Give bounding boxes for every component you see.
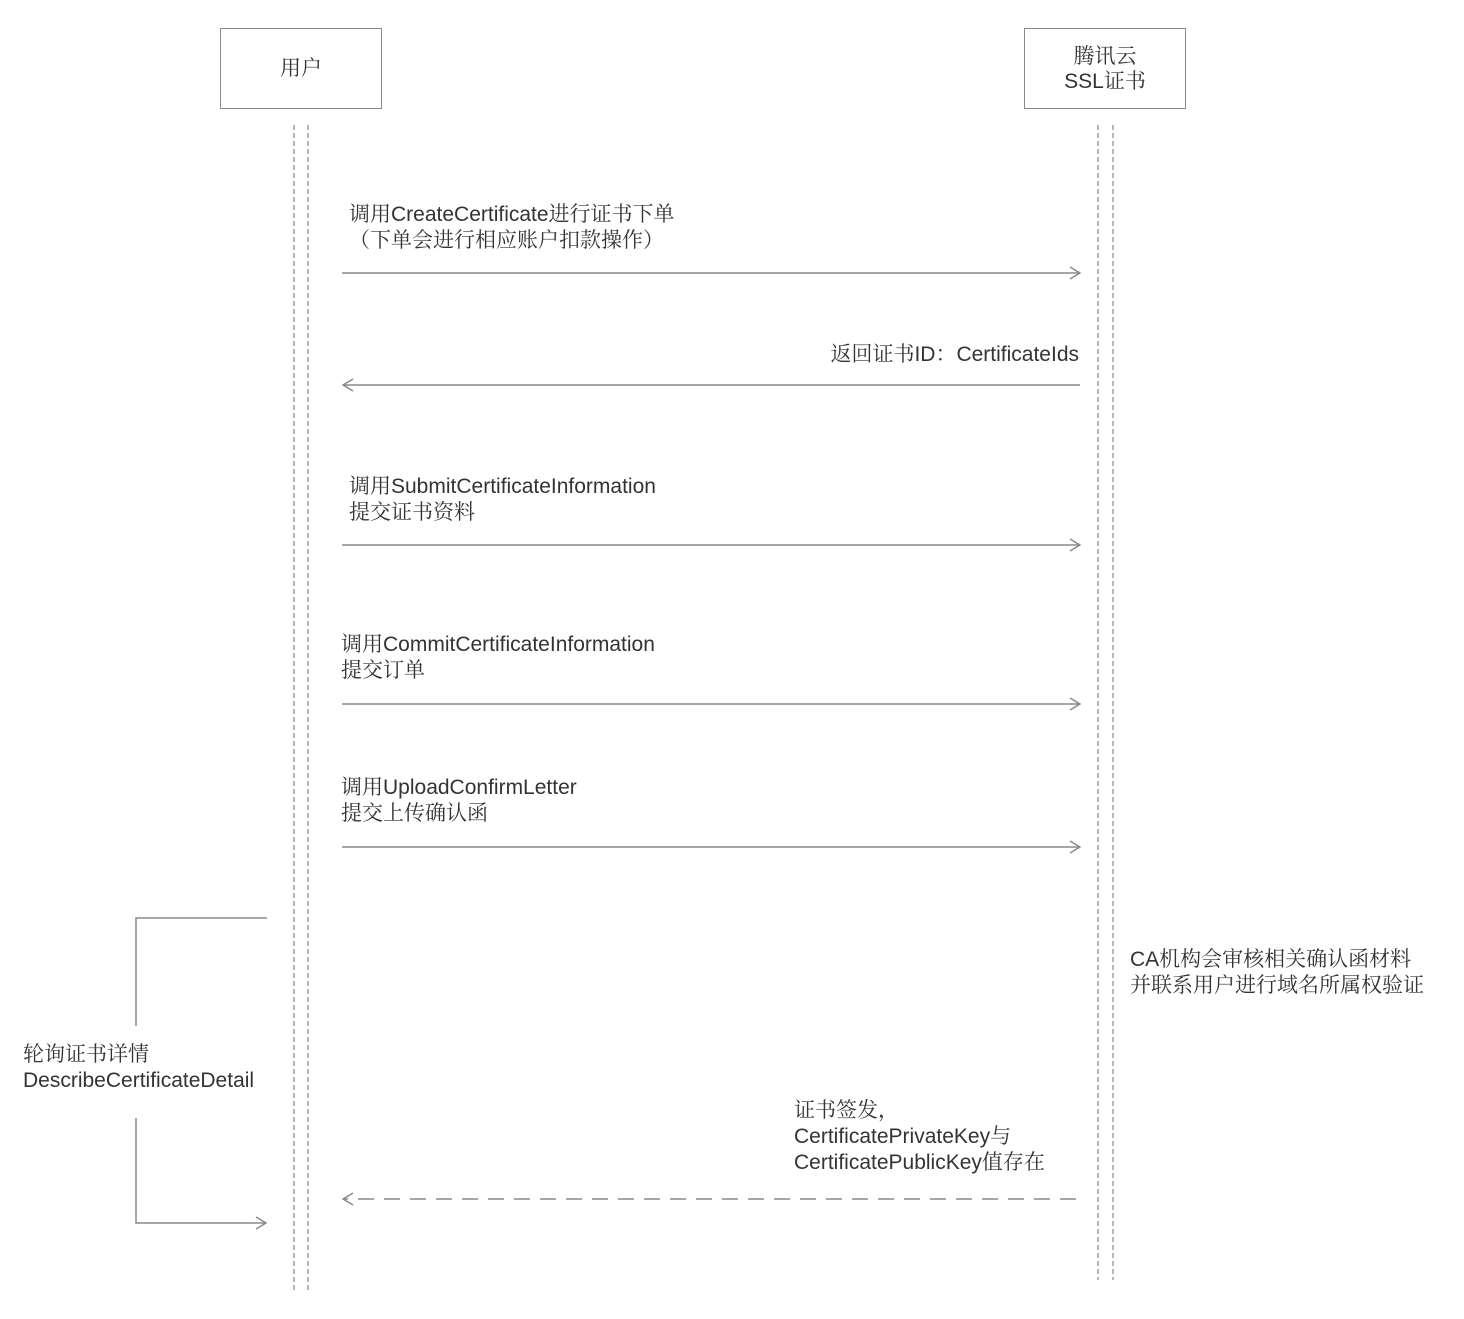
upload-message-label: 调用UploadConfirmLetter 提交上传确认函 xyxy=(341,776,577,825)
tencent-actor-label-line1: 腾讯云 xyxy=(1073,44,1137,68)
polling-note: 轮询证书详情 DescribeCertificateDetail xyxy=(23,1043,255,1092)
create-message-label: 调用CreateCertificate进行证书下单 （下单会进行相应账户扣款操作） xyxy=(349,203,675,252)
user-actor-box xyxy=(220,28,382,109)
issued-message-label: 证书签发， CertificatePrivateKey与 CertificatePublicKey值存在 xyxy=(794,1099,1045,1174)
commit-message-label: 调用CommitCertificateInformation 提交订单 xyxy=(341,633,655,682)
tencent-actor-label-line2: SSL证书 xyxy=(1064,69,1146,93)
ca-review-note: CA机构会审核相关确认函材料 并联系用户进行域名所属权验证 xyxy=(1130,948,1424,997)
user-lifeline xyxy=(294,125,308,1292)
tencent-actor-box xyxy=(1024,28,1186,109)
tencent-lifeline xyxy=(1098,125,1113,1280)
submit-message-label: 调用SubmitCertificateInformation 提交证书资料 xyxy=(349,475,656,524)
user-actor-label: 用户 xyxy=(280,57,322,80)
return-ids-message-label: 返回证书ID：CertificateIds xyxy=(830,343,1079,366)
